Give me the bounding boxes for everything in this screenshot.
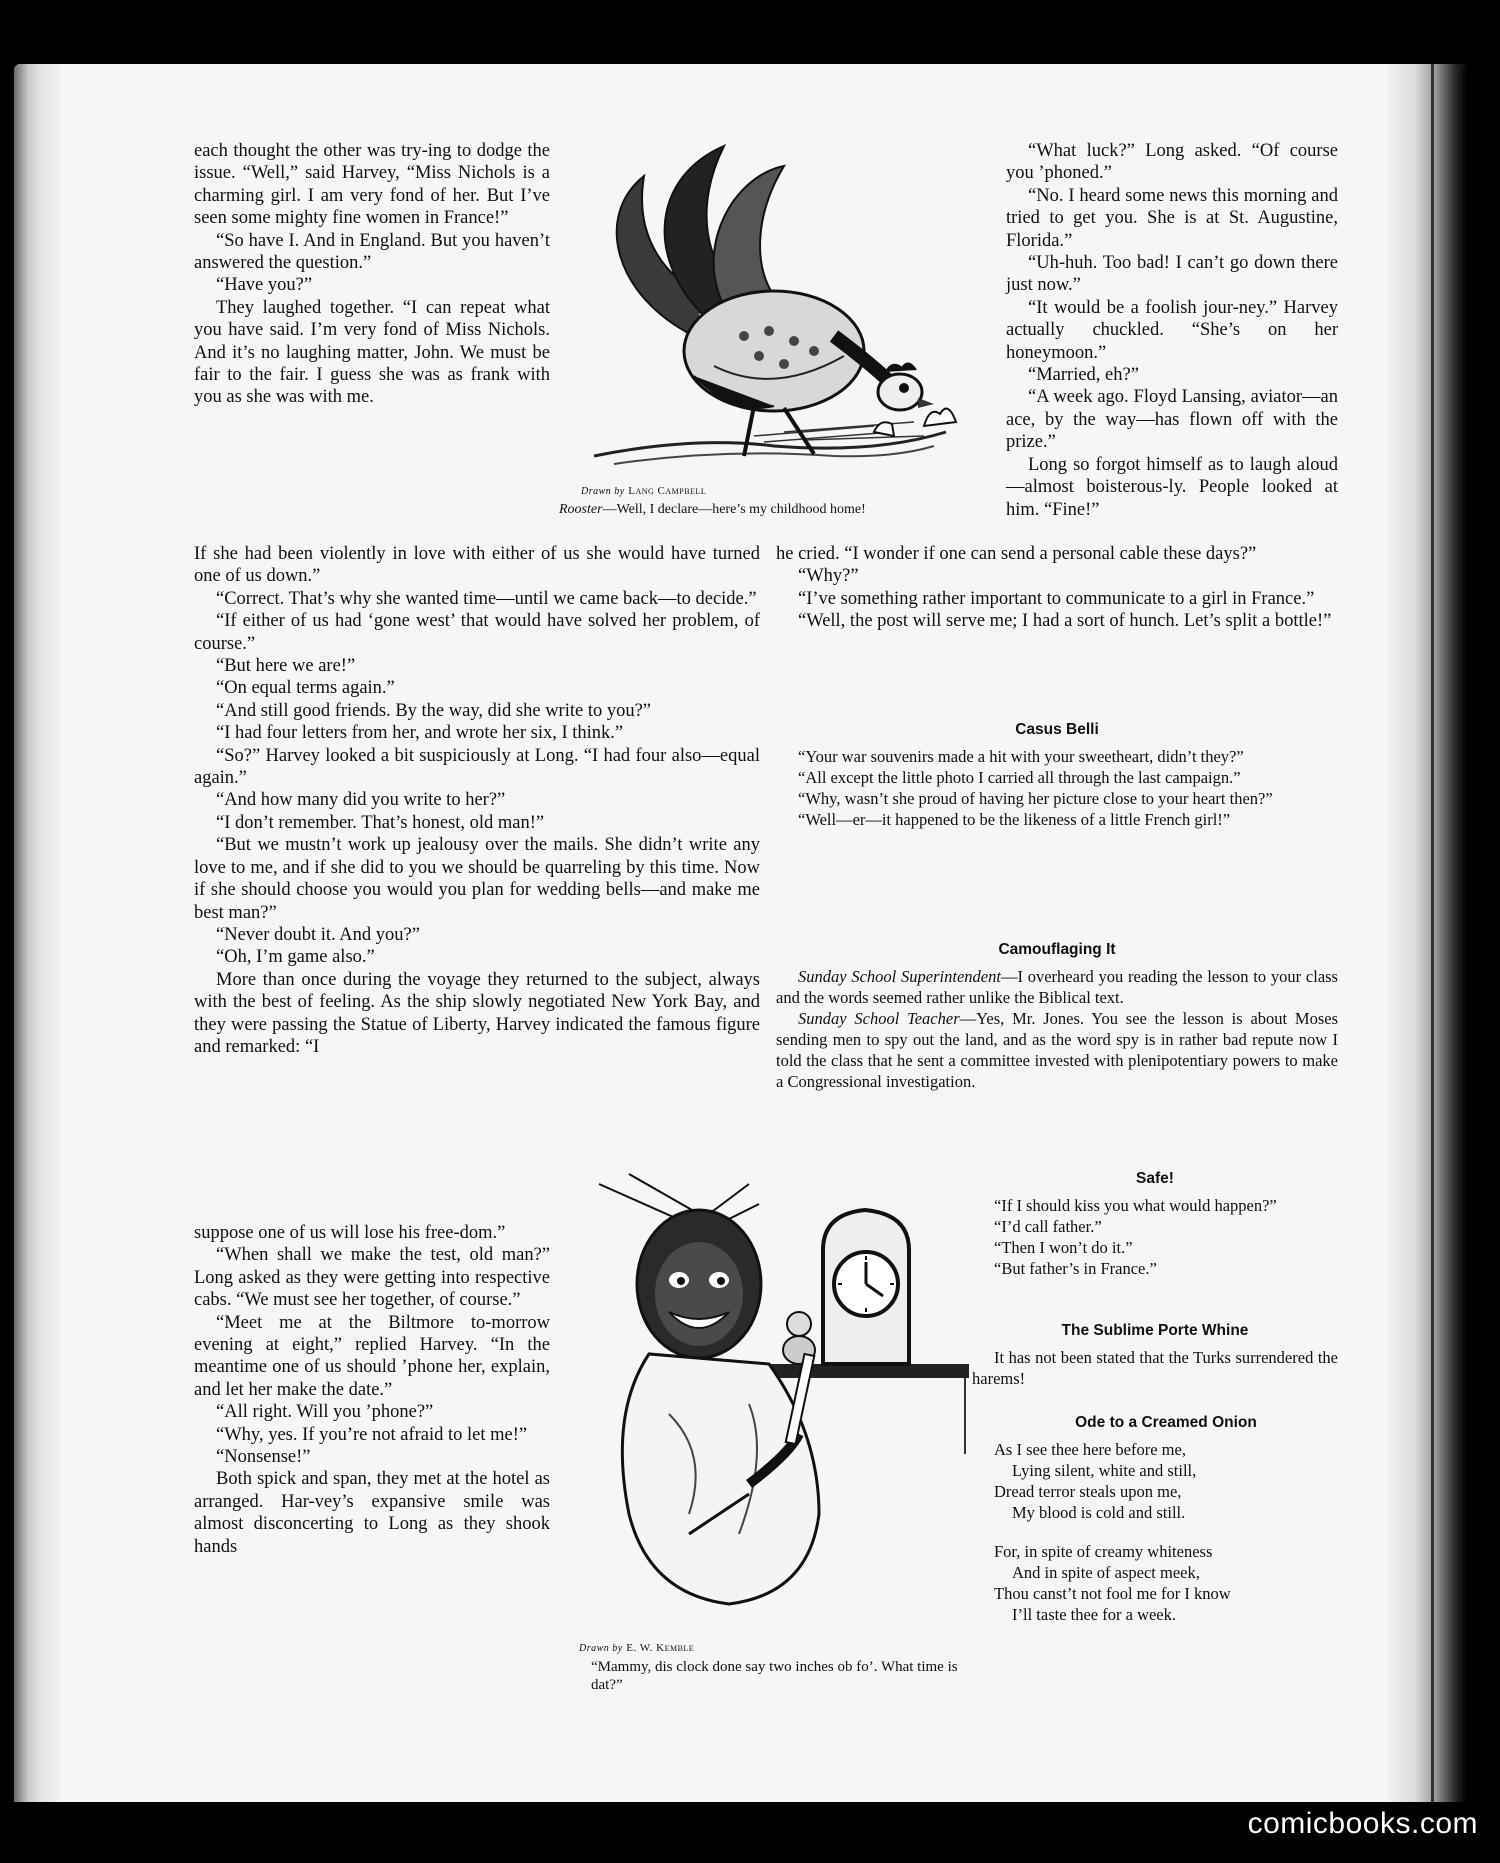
- porte-section: The Sublime Porte Whine It has not been stated that the Turks surrendered the harems!: [972, 1322, 1338, 1388]
- rooster-speaker: Rooster: [559, 502, 603, 517]
- rooster-credit-prefix: Drawn by: [581, 486, 625, 497]
- clock-credit-prefix: Drawn by: [579, 1643, 623, 1654]
- rooster-credit-name: Lang Campbell: [628, 485, 707, 497]
- safe-section: Safe! “If I should kiss you what would happen?” “I’d call father.” “Then I won’t do it.” “But father’s in France.”: [972, 1168, 1338, 1279]
- porte-title: The Sublime Porte Whine: [1061, 1322, 1249, 1339]
- clock-credit-name: E. W. Kemble: [626, 1642, 695, 1654]
- ode-title: Ode to a Creamed Onion: [1075, 1414, 1257, 1431]
- camouflaging-section: Camouflaging It Sunday School Superintendent—I overheard you reading the lesson to your class and the words seemed rather unlike the Biblical text. Sunday School Teacher—Yes, Mr. Jones. You see the lesson is about Moses sending men to spy out the land, and as the word spy is in rather bad repute now I told the class that he sent a committee invested with plenipotentiary powers to make a Congressional investigation.: [776, 941, 1338, 1091]
- rooster-illustration: [574, 136, 960, 476]
- watermark-text: comicbooks.com: [1247, 1807, 1478, 1840]
- rooster-caption-text: —Well, I declare—here’s my childhood home!: [602, 502, 866, 517]
- col2-top-text: “What luck?” Long asked. “Of course you ’phoned.” “No. I heard some news this morning and tried to get you. She is at St. Augustine, Florida.” “Uh-huh. Too bad! I can’t go down there just now.” “It would be a foolish jour-ney.” Harvey actually chuckled. “She’s on her honeymoon.” “Married, eh?” “A week ago. Floyd Lansing, aviator—an ace, by the way—has flown off with the prize.” Long so forgot himself as to laugh aloud—almost boisterous-ly. People looked at him. “Fine!”: [1006, 141, 1338, 520]
- col1-bottom-text: suppose one of us will lose his free-dom.” “When shall we make the test, old man?” Long asked as they were getting into respective cabs. “We must see her together, of course.” “Meet me at the Biltmore to-morrow evening at eight,” replied Harvey. “In the meantime one of us should ’phone her, explain, and let her make the date.” “All right. Will you ’phone?” “Why, yes. If you’re not afraid to let me!” “Nonsense!” Both spick and span, they met at the hotel as arranged. Har-vey’s expansive smile was almost disconcerting to Long as they shook hands: [194, 1223, 550, 1557]
- ode-section: Ode to a Creamed Onion As I see thee here before me, Lying silent, white and still, Dread terror steals upon me, My blood is cold and still. For, in spite of creamy whiteness And in spite of aspect meek, Thou canst’t not fool me for I know I’ll taste thee for a week.: [994, 1412, 1338, 1625]
- clock-illustration: [569, 1154, 969, 1634]
- camouflaging-title: Camouflaging It: [998, 941, 1116, 958]
- book-edge-right: [1387, 64, 1467, 1802]
- magazine-page: [14, 64, 1467, 1802]
- clock-caption: [579, 1639, 974, 1694]
- clock-caption-text: “Mammy, dis clock done say two inches ob fo’. What time is dat?”: [591, 1659, 958, 1693]
- casus-belli-title: Casus Belli: [1015, 721, 1099, 738]
- col1-top-text: each thought the other was try-ing to dodge the issue. “Well,” said Harvey, “Miss Nichols is a charming girl. I am very fond of her. But I’ve seen some mighty fine women in France!” “So have I. And in England. But you haven’t answered the question.” “Have you?” They laughed together. “I can repeat what you have said. I’m very fond of Miss Nichols. And it’s no laughing matter, John. We must be fair to the fair. I guess she was as frank with you as she was with me.: [194, 141, 550, 408]
- casus-belli-section: Casus Belli “Your war souvenirs made a hit with your sweetheart, didn’t they?” “All except the little photo I carried all through the last campaign.” “Why, wasn’t she proud of having her picture close to your heart then?” “Well—er—it happened to be the likeness of a little French girl!”: [776, 719, 1338, 830]
- book-spine-left: [14, 64, 60, 1802]
- col2-main-text: he cried. “I wonder if one can send a personal cable these days?” “Why?” “I’ve something rather important to communicate to a girl in France.” “Well, the post will serve me; I had a sort of hunch. Let’s split a bottle!”: [776, 544, 1332, 632]
- rooster-caption: [559, 482, 997, 519]
- col1-main-text: If she had been violently in love with either of us she would have turned one of us down.” “Correct. That’s why she wanted time—until we came back—to decide.” “If either of us had ‘gone west’ that would have solved her problem, of course.” “But here we are!” “On equal terms again.” “And still good friends. By the way, did she write to you?” “I had four letters from her, and wrote her six, I think.” “So?” Harvey looked a bit suspiciously at Long. “I had four also—equal again.” “And how many did you write to her?” “I don’t remember. That’s honest, old man!” “But we mustn’t work up jealousy over the mails. She didn’t write any love to me, and if she did to you we should be quarreling by this time. Now if she should choose you would you plan for wedding bells—and make me best man?” “Never doubt it. And you?” “Oh, I’m game also.” More than once during the voyage they returned to the subject, always with the best of feeling. As the ship slowly negotiated New York Bay, and they were passing the Statue of Liberty, Harvey indicated the famous figure and remarked: “I: [194, 544, 760, 1057]
- safe-title: Safe!: [1136, 1170, 1174, 1187]
